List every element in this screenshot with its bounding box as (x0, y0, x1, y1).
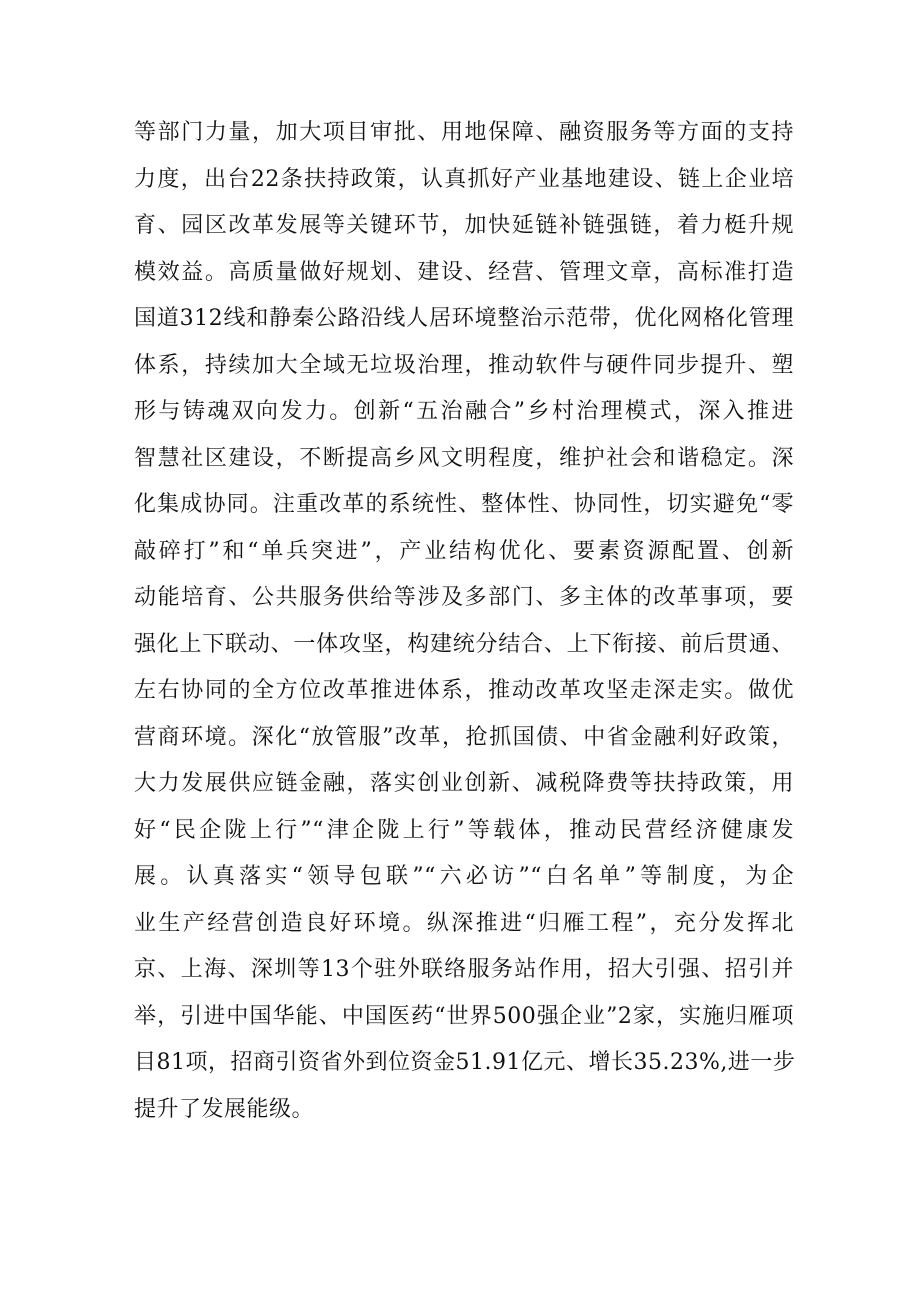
text-line: 国道312线和静秦公路沿线人居环境整治示范带，优化网格化管理 (134, 306, 794, 331)
text-line: 大力发展供应链金融，落实创业创新、减税降费等扶持政策，用 (134, 771, 794, 796)
text-line: 化集成协同。注重改革的系统性、整体性、协同性，切实避免“零 (134, 492, 794, 517)
text-line: 强化上下联动、一体攻坚，构建统分结合、上下衔接、前后贯通、 (134, 631, 794, 657)
text-line: 举，引进中国华能、中国医药“世界500强企业”2家，实施归雁项 (134, 1003, 794, 1029)
text-line: 京、上海、深圳等13个驻外联络服务站作用，招大引强、招引并 (134, 957, 794, 982)
body-paragraph (134, 110, 794, 1133)
text-line: 好“民企陇上行”“津企陇上行”等载体，推动民营经济健康发 (134, 817, 794, 843)
text-line: 模效益。高质量做好规划、建设、经营、管理文章，高标准打造 (134, 259, 794, 285)
text-line: 体系，持续加大全域无垃圾治理，推动软件与硬件同步提升、塑 (134, 352, 794, 378)
text-line: 力度，出台22条扶持政策，认真抓好产业基地建设、链上企业培 (134, 166, 794, 192)
text-line: 动能培育、公共服务供给等涉及多部门、多主体的改革事项，要 (134, 585, 794, 610)
text-line: 等部门力量，加大项目审批、用地保障、融资服务等方面的支持 (134, 120, 794, 145)
text-line: 智慧社区建设，不断提高乡风文明程度，维护社会和谐稳定。深 (134, 445, 794, 471)
text-line: 提升了发展能级。 (134, 1096, 315, 1122)
text-line: 营商环境。深化“放管服”改革，抢抓国债、中省金融利好政策， (134, 724, 794, 750)
text-line: 形与铸魂双向发力。创新“五治融合”乡村治理模式，深入推进 (134, 399, 794, 424)
text-line: 育、园区改革发展等关键环节，加快延链补链强链，着力梃升规 (134, 213, 794, 238)
text-line: 业生产经营创造良好环境。纵深推进“归雁工程”，充分发挥北 (134, 910, 794, 936)
text-line: 展。认真落实“领导包联”“六必访”“白名单”等制度，为企 (134, 864, 794, 889)
text-line: 目81项，招商引资省外到位资金51.91亿元、增长35.23%,进一步 (134, 1050, 796, 1075)
text-line: 左右协同的全方位改革推进体系，推动改革攻坚走深走实。做优 (134, 678, 794, 703)
text-line: 敲碎打”和“单兵突进”，产业结构优化、要素资源配置、创新 (134, 538, 794, 564)
